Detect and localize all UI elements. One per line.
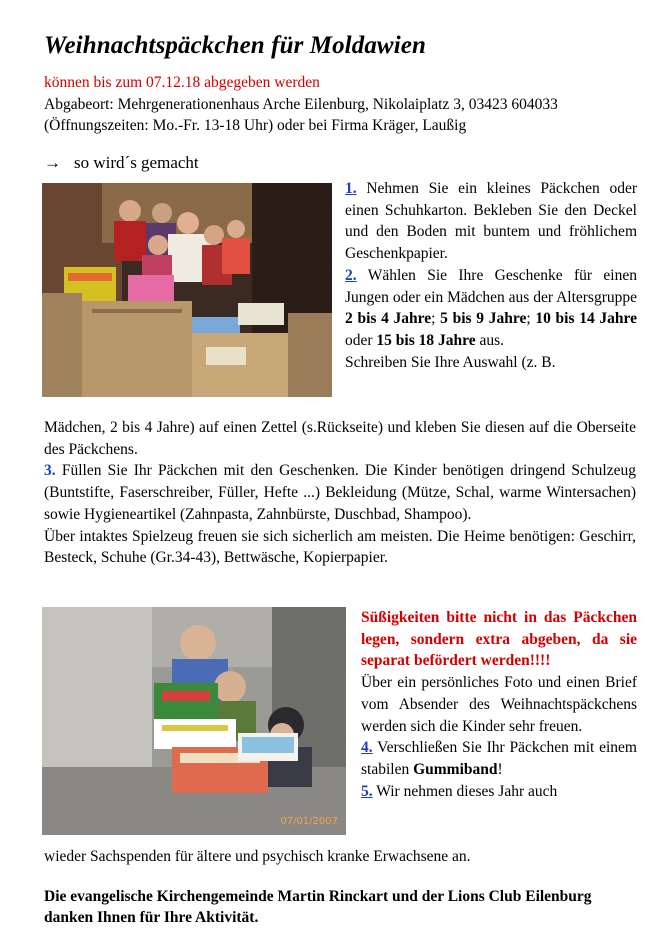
sweets-warning: Süßigkeiten bitte nicht in das Päckchen legen, sondern extra abgeben, da sie separat befördert werden!!!! bbox=[361, 609, 637, 670]
location-line-2: (Öffnungszeiten: Mo.-Fr. 13-18 Uhr) oder bei Firma Kräger, Laußig bbox=[44, 117, 467, 134]
closing-thanks: Die evangelische Kirchengemeinde Martin Rinckart und der Lions Club Eilenburg danken Ihnen für Ihre Aktivität. bbox=[44, 888, 592, 926]
step-4: 4. Verschließen Sie Ihr Päckchen mit einem stabilen Gummiband! bbox=[361, 739, 637, 778]
step-4-number: 4. bbox=[361, 739, 373, 757]
age-group-4: 15 bis 18 Jahre bbox=[376, 331, 476, 349]
step-1-number: 1. bbox=[345, 180, 357, 197]
arrow-right-icon: → bbox=[44, 153, 61, 172]
steps-1-2-column bbox=[345, 178, 637, 373]
step-2: 2. Wählen Sie Ihre Geschenke für einen Jungen oder ein Mädchen aus der Altersgruppe 2 bis 4 Jahre; 5 bis 9 Jahre; 10 bis 14 Jahre oder 15 bis 18 Jahre aus. bbox=[345, 266, 637, 349]
page-title: Weihnachtspäckchen für Moldawien bbox=[44, 32, 426, 59]
age-group-1: 2 bis 4 Jahre bbox=[345, 310, 432, 328]
step-2-note-rest: Mädchen, 2 bis 4 Jahre) auf einen Zettel (s.Rückseite) und kleben Sie diesen auf die Oberseite des Päckchens. bbox=[44, 419, 636, 458]
full-width-block bbox=[44, 417, 636, 569]
age-group-3: 10 bis 14 Jahre bbox=[535, 310, 637, 328]
photo-boys-carrying-parcels bbox=[42, 607, 346, 835]
step-3-extra: Über intaktes Spielzeug freuen sie sich sicherlich am meisten. Die Heime benötigen: Geschirr, Besteck, Schuhe (Gr.34-43), Bettwäsche, Kopierpapier. bbox=[44, 527, 636, 567]
deadline-text: können bis zum 07.12.18 abgegeben werden bbox=[44, 74, 320, 91]
step-5-number: 5. bbox=[361, 782, 373, 800]
step-2-note-start: Schreiben Sie Ihre Auswahl (z. B. bbox=[345, 353, 556, 371]
photo-children-with-parcels bbox=[42, 183, 332, 397]
photo-date-stamp: 07/01/2007 bbox=[280, 816, 338, 827]
step-2-text: Wählen Sie Ihre Geschenke für einen Jungen oder ein Mädchen aus der Altersgruppe bbox=[345, 266, 637, 306]
location-line-1: Abgabeort: Mehrgenerationenhaus Arche Eilenburg, Nikolaiplatz 3, 03423 604033 bbox=[44, 96, 558, 113]
step-2-number: 2. bbox=[345, 266, 357, 284]
step-1 bbox=[345, 178, 637, 265]
step-3-text: Füllen Sie Ihr Päckchen mit den Geschenken. Die Kinder benötigen dringend Schulzeug (Buntstifte, Faserschreiber, Füller, Hefte ...) Bekleidung (Mütze, Schal, warme Wintersachen) sowie Hygieneartikel (Zahnpasta, Zahnbürste, Duschbad, Shampoo). bbox=[44, 462, 636, 523]
age-group-2: 5 bis 9 Jahre bbox=[440, 310, 527, 328]
step-5-rest: wieder Sachspenden für ältere und psychisch kranke Erwachsene an. bbox=[44, 848, 471, 865]
step-1-text: Nehmen Sie ein kleines Päckchen oder einen Schuhkarton. Bekleben Sie den Deckel und den Boden mit buntem und fröhlichem Geschenkpapier. bbox=[345, 180, 637, 263]
howto-label: so wird´s gemacht bbox=[74, 153, 199, 172]
steps-4-5-column bbox=[361, 607, 637, 802]
step-4-rubber-band: Gummiband bbox=[413, 760, 498, 778]
step-3 bbox=[44, 460, 636, 525]
step-4-text: Verschließen Sie Ihr Päckchen mit einem stabilen bbox=[361, 739, 637, 778]
step-5-text: Wir nehmen dieses Jahr auch bbox=[376, 782, 558, 800]
step-5 bbox=[361, 781, 637, 803]
howto-heading bbox=[44, 153, 199, 173]
step-3-number: 3. bbox=[44, 462, 56, 480]
photo-note: Über ein persönliches Foto und einen Brief vom Absender des Weihnachtspäckchens werden sich die Kinder sehr freuen. bbox=[361, 674, 637, 735]
